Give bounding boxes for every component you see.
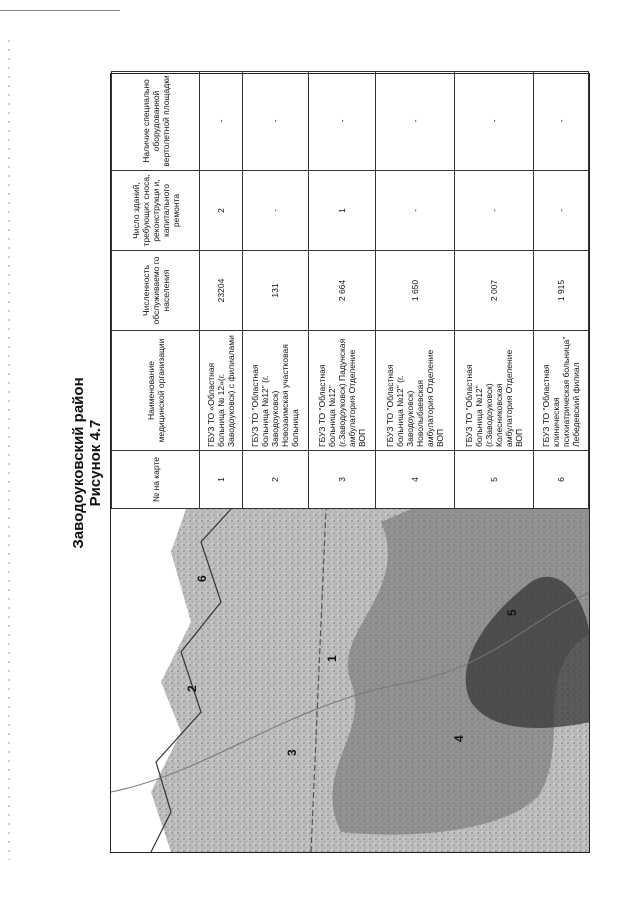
col-header-helipad: Наличие специально оборудованной вертолетной площадки [112, 72, 200, 171]
table-row [376, 72, 455, 509]
table-row [534, 72, 589, 509]
table-row [455, 72, 534, 509]
cell-population: 1 915 [534, 251, 589, 331]
map-marker-1: 1 [325, 655, 339, 662]
cell-population: 2 664 [309, 251, 376, 331]
cell-number: 6 [534, 451, 589, 509]
cell-buildings: - [534, 171, 589, 251]
cell-name: ГБУЗ ТО "Областная клиническая психиатрическая больница" Лебедевский филиал [534, 331, 589, 451]
cell-helipad: - [309, 72, 376, 171]
table-row [200, 72, 243, 509]
table-row [309, 72, 376, 509]
cell-population: 1 650 [376, 251, 455, 331]
page-top-line [0, 10, 120, 11]
col-header-number: № на карте [112, 451, 200, 509]
cell-helipad: - [242, 72, 309, 171]
cell-buildings: 2 [200, 171, 243, 251]
title-line-1: Заводоуковский район [70, 377, 87, 549]
cell-buildings: - [376, 171, 455, 251]
district-map [111, 508, 589, 852]
scan-edge-dots [8, 40, 10, 860]
cell-name: ГБУЗ ТО «Областная больница № 12»(г. Заводоуковск) с филиалами [200, 331, 243, 451]
facilities-table [111, 71, 589, 509]
cell-number: 4 [376, 451, 455, 509]
cell-number: 5 [455, 451, 534, 509]
cell-number: 1 [200, 451, 243, 509]
title-line-2: Рисунок 4.7 [87, 419, 104, 507]
cell-number: 2 [242, 451, 309, 509]
cell-helipad: - [376, 72, 455, 171]
cell-buildings: 1 [309, 171, 376, 251]
cell-helipad: - [455, 72, 534, 171]
rotated-page [70, 73, 590, 853]
cell-population: 2 007 [455, 251, 534, 331]
page-title [70, 73, 104, 853]
cell-name: ГБУЗ ТО "Областная больница №12" (г.Заводоуковск) Падунская амбулатория Отделение ВОП [309, 331, 376, 451]
map-svg [111, 509, 589, 852]
content-frame [110, 73, 590, 853]
cell-helipad: - [534, 72, 589, 171]
cell-name: ГБУЗ ТО "Областная больница №12" (г.Заводоуковск) Колесниковская амбулатория Отделение ВОП [455, 331, 534, 451]
col-header-population: Численность обслуживаемо го населения [112, 251, 200, 331]
table-header-row [112, 72, 200, 509]
map-marker-5: 5 [505, 609, 519, 616]
cell-helipad: - [200, 72, 243, 171]
map-marker-4: 4 [452, 735, 466, 742]
cell-buildings: - [242, 171, 309, 251]
map-marker-3: 3 [285, 749, 299, 756]
cell-name: ГБУЗ ТО "Областная больница №12" (г. Заводоуковск) Новозаимская участковая больница [242, 331, 309, 451]
cell-population: 23204 [200, 251, 243, 331]
cell-name: ГБУЗ ТО "Областная больница №12" (г. Заводоуковск) Новолыбаевская амбулатория Отделение ВОП [376, 331, 455, 451]
cell-buildings: - [455, 171, 534, 251]
map-marker-6: 6 [195, 575, 209, 582]
map-marker-2: 2 [185, 685, 199, 692]
table-row [242, 72, 309, 509]
cell-population: 131 [242, 251, 309, 331]
col-header-name: Наименование медицинской организации [112, 331, 200, 451]
col-header-buildings: Число зданий, требующих сноса, реконструкци и, капитального ремонта [112, 171, 200, 251]
cell-number: 3 [309, 451, 376, 509]
